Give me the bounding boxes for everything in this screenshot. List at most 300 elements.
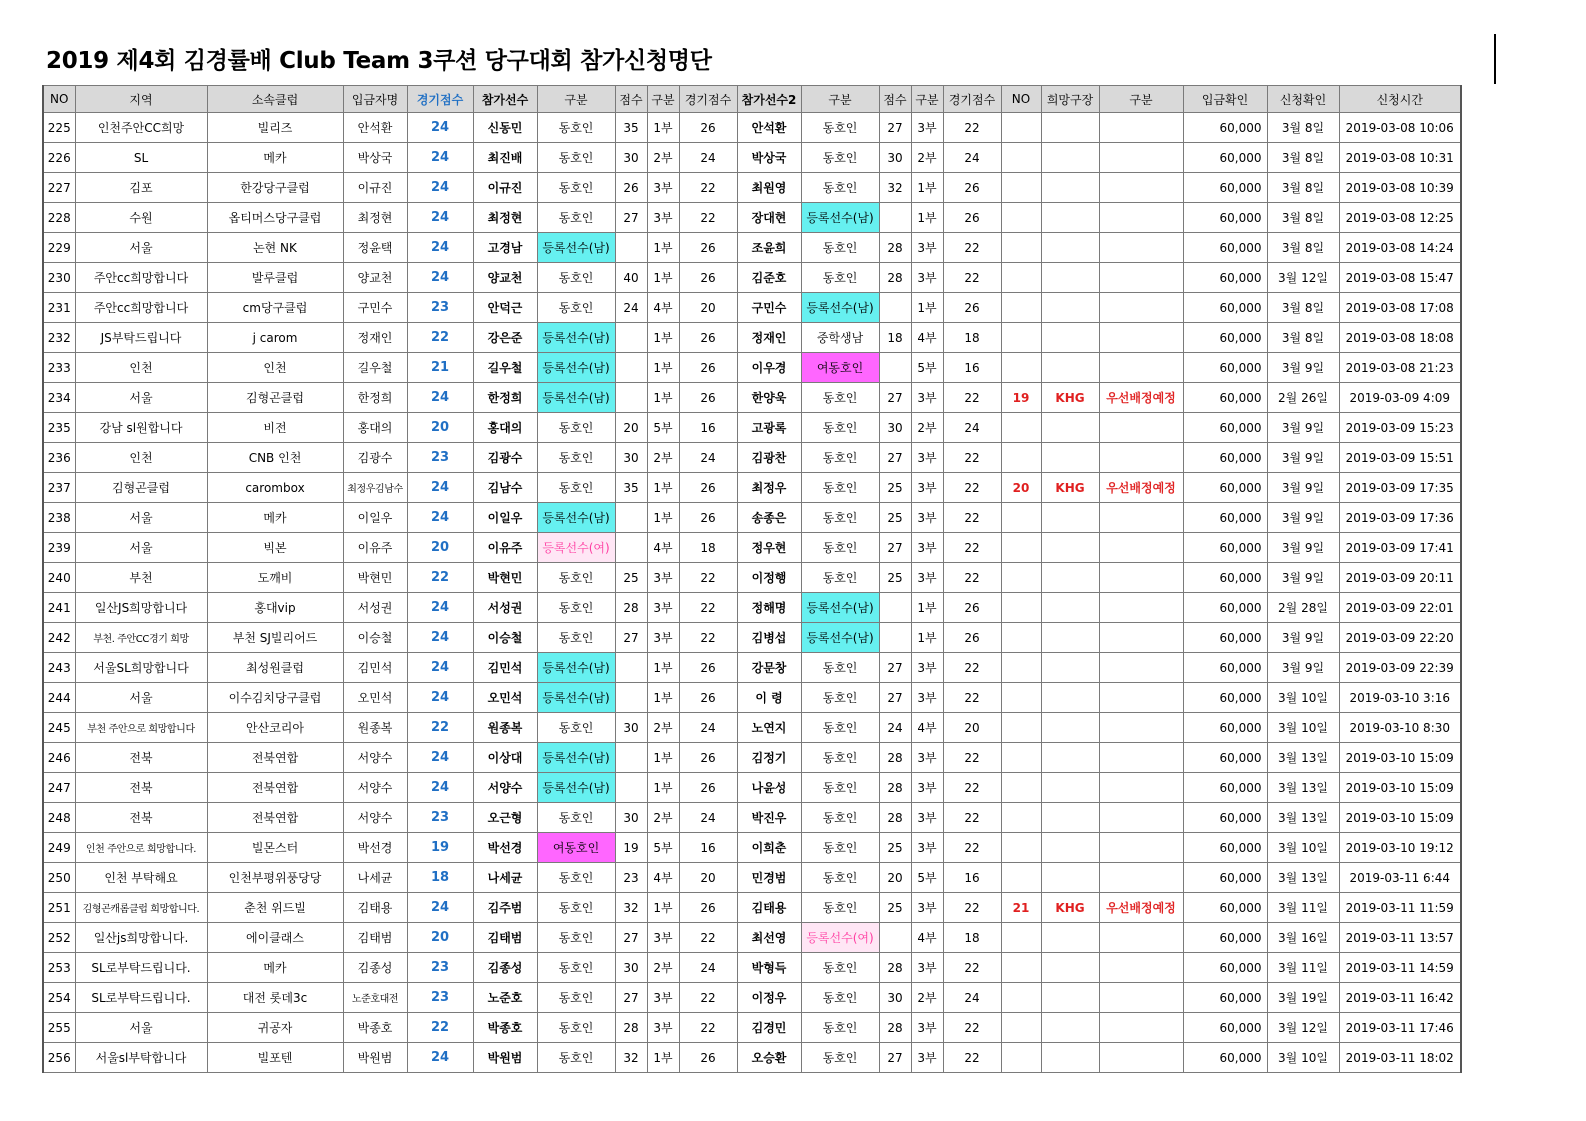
table-row [43, 623, 1461, 653]
confirm-date-cell: 3월 8일 [1267, 173, 1339, 203]
player2-match-score-cell: 26 [943, 623, 1001, 653]
player1-category-cell: 동호인 [537, 443, 615, 473]
player1-division-cell: 1부 [647, 473, 679, 503]
deposit-amount-cell: 60,000 [1183, 683, 1267, 713]
player1-category-cell: 동호인 [537, 473, 615, 503]
application-time-cell: 2019-03-11 6:44 [1339, 863, 1461, 893]
depositor-cell: 이승철 [343, 623, 407, 653]
application-time-cell: 2019-03-08 17:08 [1339, 293, 1461, 323]
confirm-date-cell: 3월 12일 [1267, 1013, 1339, 1043]
player2-category-cell: 동호인 [801, 533, 879, 563]
player2-match-score-cell: 22 [943, 773, 1001, 803]
player1-cell: 길우철 [473, 353, 537, 383]
player2-division-cell: 3부 [911, 743, 943, 773]
preferred-venue-cell [1041, 683, 1099, 713]
match-score-cell: 24 [407, 173, 473, 203]
deposit-amount-cell: 60,000 [1183, 473, 1267, 503]
player1-division-cell: 1부 [647, 1043, 679, 1073]
depositor-cell: 나세균 [343, 863, 407, 893]
player2-match-score-cell: 22 [943, 803, 1001, 833]
player2-match-score-cell: 22 [943, 833, 1001, 863]
depositor-cell: 정재인 [343, 323, 407, 353]
row-no-cell: 248 [43, 803, 75, 833]
club-cell: 한강당구클럽 [207, 173, 343, 203]
player1-cell: 이일우 [473, 503, 537, 533]
region-cell: 서울 [75, 383, 207, 413]
application-time-cell: 2019-03-10 15:09 [1339, 743, 1461, 773]
depositor-cell: 노준호대전 [343, 983, 407, 1013]
player1-cell: 안덕근 [473, 293, 537, 323]
player1-points-cell: 32 [615, 1043, 647, 1073]
match-score-cell: 23 [407, 293, 473, 323]
player2-division-cell: 2부 [911, 983, 943, 1013]
confirm-date-cell: 3월 16일 [1267, 923, 1339, 953]
club-cell: 메카 [207, 503, 343, 533]
application-time-cell: 2019-03-11 11:59 [1339, 893, 1461, 923]
header-depositor: 입금자명 [343, 86, 407, 113]
player1-match-score-cell: 26 [679, 113, 737, 143]
player2-points-cell: 27 [879, 113, 911, 143]
club-cell: 에이클래스 [207, 923, 343, 953]
player1-division-cell: 1부 [647, 503, 679, 533]
deposit-amount-cell: 60,000 [1183, 383, 1267, 413]
match-score-cell: 24 [407, 773, 473, 803]
player1-match-score-cell: 22 [679, 1013, 737, 1043]
player2-points-cell: 28 [879, 233, 911, 263]
player2-cell: 안석환 [737, 113, 801, 143]
player2-category-cell: 동호인 [801, 743, 879, 773]
table-row [43, 893, 1461, 923]
application-time-cell: 2019-03-09 22:39 [1339, 653, 1461, 683]
player2-cell: 김경민 [737, 1013, 801, 1043]
player1-points-cell [615, 773, 647, 803]
application-time-cell: 2019-03-11 13:57 [1339, 923, 1461, 953]
confirm-date-cell: 2월 28일 [1267, 593, 1339, 623]
depositor-cell: 오민석 [343, 683, 407, 713]
match-score-cell: 18 [407, 863, 473, 893]
player2-match-score-cell: 26 [943, 173, 1001, 203]
depositor-cell: 박상국 [343, 143, 407, 173]
table-row [43, 383, 1461, 413]
row-no-cell: 228 [43, 203, 75, 233]
match-score-cell: 24 [407, 743, 473, 773]
player2-points-cell: 27 [879, 683, 911, 713]
player1-division-cell: 1부 [647, 263, 679, 293]
row-no-cell: 243 [43, 653, 75, 683]
venue-category-cell [1099, 353, 1183, 383]
row-no-cell: 226 [43, 143, 75, 173]
application-time-cell: 2019-03-09 22:20 [1339, 623, 1461, 653]
player1-category-cell: 여동호인 [537, 833, 615, 863]
venue-no-cell [1001, 623, 1041, 653]
match-score-cell: 23 [407, 443, 473, 473]
player2-cell: 김준호 [737, 263, 801, 293]
venue-no-cell: 21 [1001, 893, 1041, 923]
deposit-amount-cell: 60,000 [1183, 323, 1267, 353]
player1-category-cell: 동호인 [537, 1043, 615, 1073]
player2-cell: 이정우 [737, 983, 801, 1013]
preferred-venue-cell [1041, 443, 1099, 473]
registration-table [42, 85, 1462, 1073]
venue-category-cell [1099, 533, 1183, 563]
region-cell: 전북 [75, 743, 207, 773]
player2-division-cell: 3부 [911, 233, 943, 263]
player2-category-cell: 등록선수(남) [801, 293, 879, 323]
player1-points-cell: 27 [615, 203, 647, 233]
player1-match-score-cell: 22 [679, 173, 737, 203]
player2-match-score-cell: 22 [943, 563, 1001, 593]
confirm-date-cell: 3월 12일 [1267, 263, 1339, 293]
player1-match-score-cell: 16 [679, 413, 737, 443]
player2-match-score-cell: 22 [943, 743, 1001, 773]
venue-no-cell [1001, 863, 1041, 893]
match-score-cell: 24 [407, 683, 473, 713]
player1-match-score-cell: 22 [679, 623, 737, 653]
deposit-amount-cell: 60,000 [1183, 1043, 1267, 1073]
confirm-date-cell: 3월 8일 [1267, 293, 1339, 323]
deposit-amount-cell: 60,000 [1183, 803, 1267, 833]
player1-cell: 최진배 [473, 143, 537, 173]
preferred-venue-cell [1041, 353, 1099, 383]
player1-category-cell: 동호인 [537, 563, 615, 593]
row-no-cell: 233 [43, 353, 75, 383]
player2-cell: 박진우 [737, 803, 801, 833]
depositor-cell: 한정희 [343, 383, 407, 413]
row-no-cell: 255 [43, 1013, 75, 1043]
player1-division-cell: 3부 [647, 173, 679, 203]
player1-division-cell: 2부 [647, 803, 679, 833]
player2-cell: 이 령 [737, 683, 801, 713]
depositor-cell: 최정우김남수 [343, 473, 407, 503]
player1-cell: 원종복 [473, 713, 537, 743]
preferred-venue-cell [1041, 1043, 1099, 1073]
player1-category-cell: 등록선수(남) [537, 383, 615, 413]
venue-no-cell [1001, 173, 1041, 203]
match-score-cell: 22 [407, 1013, 473, 1043]
application-time-cell: 2019-03-08 10:06 [1339, 113, 1461, 143]
table-row [43, 563, 1461, 593]
row-no-cell: 231 [43, 293, 75, 323]
region-cell: 서울 [75, 503, 207, 533]
row-no-cell: 245 [43, 713, 75, 743]
player2-cell: 강문창 [737, 653, 801, 683]
player2-points-cell: 27 [879, 383, 911, 413]
row-no-cell: 225 [43, 113, 75, 143]
player1-points-cell: 20 [615, 413, 647, 443]
player1-points-cell [615, 323, 647, 353]
depositor-cell: 이규진 [343, 173, 407, 203]
venue-category-cell [1099, 743, 1183, 773]
player2-match-score-cell: 18 [943, 323, 1001, 353]
row-no-cell: 253 [43, 953, 75, 983]
player1-division-cell: 5부 [647, 833, 679, 863]
player2-cell: 이우경 [737, 353, 801, 383]
player2-cell: 민경범 [737, 863, 801, 893]
application-time-cell: 2019-03-11 17:46 [1339, 1013, 1461, 1043]
player1-points-cell: 30 [615, 803, 647, 833]
player2-category-cell: 동호인 [801, 383, 879, 413]
preferred-venue-cell [1041, 653, 1099, 683]
player2-category-cell: 동호인 [801, 113, 879, 143]
club-cell: 발루클럽 [207, 263, 343, 293]
player2-category-cell: 동호인 [801, 1043, 879, 1073]
preferred-venue-cell [1041, 773, 1099, 803]
venue-category-cell [1099, 653, 1183, 683]
player1-category-cell: 등록선수(남) [537, 233, 615, 263]
table-body [43, 113, 1461, 1073]
depositor-cell: 서성권 [343, 593, 407, 623]
region-cell: 서울 [75, 1013, 207, 1043]
venue-no-cell [1001, 233, 1041, 263]
confirm-date-cell: 3월 9일 [1267, 473, 1339, 503]
preferred-venue-cell [1041, 923, 1099, 953]
player1-category-cell: 동호인 [537, 293, 615, 323]
player2-category-cell: 등록선수(여) [801, 923, 879, 953]
confirm-date-cell: 3월 11일 [1267, 893, 1339, 923]
player2-division-cell: 1부 [911, 293, 943, 323]
player1-cell: 이승철 [473, 623, 537, 653]
region-cell: 일산JS희망합니다 [75, 593, 207, 623]
player1-cell: 김민석 [473, 653, 537, 683]
player1-division-cell: 2부 [647, 443, 679, 473]
table-row [43, 233, 1461, 263]
player1-cell: 이유주 [473, 533, 537, 563]
player2-division-cell: 3부 [911, 653, 943, 683]
match-score-cell: 24 [407, 623, 473, 653]
player2-category-cell: 동호인 [801, 773, 879, 803]
player2-division-cell: 2부 [911, 143, 943, 173]
confirm-date-cell: 3월 8일 [1267, 233, 1339, 263]
table-row [43, 743, 1461, 773]
player1-category-cell: 동호인 [537, 593, 615, 623]
player1-match-score-cell: 26 [679, 263, 737, 293]
application-time-cell: 2019-03-10 15:09 [1339, 773, 1461, 803]
venue-no-cell [1001, 1043, 1041, 1073]
player2-match-score-cell: 22 [943, 383, 1001, 413]
match-score-cell: 24 [407, 113, 473, 143]
application-time-cell: 2019-03-11 16:42 [1339, 983, 1461, 1013]
player1-division-cell: 1부 [647, 383, 679, 413]
player1-category-cell: 등록선수(남) [537, 653, 615, 683]
player1-division-cell: 3부 [647, 593, 679, 623]
deposit-amount-cell: 60,000 [1183, 653, 1267, 683]
depositor-cell: 김태범 [343, 923, 407, 953]
depositor-cell: 김광수 [343, 443, 407, 473]
player2-category-cell: 동호인 [801, 173, 879, 203]
player2-match-score-cell: 22 [943, 113, 1001, 143]
deposit-amount-cell: 60,000 [1183, 623, 1267, 653]
preferred-venue-cell [1041, 803, 1099, 833]
row-no-cell: 235 [43, 413, 75, 443]
deposit-amount-cell: 60,000 [1183, 983, 1267, 1013]
player1-cell: 양교천 [473, 263, 537, 293]
row-no-cell: 252 [43, 923, 75, 953]
venue-category-cell [1099, 863, 1183, 893]
region-cell: 인천주안CC희망 [75, 113, 207, 143]
player1-match-score-cell: 24 [679, 443, 737, 473]
table-row [43, 983, 1461, 1013]
region-cell: SL로부탁드립니다. [75, 953, 207, 983]
player1-cell: 홍대의 [473, 413, 537, 443]
confirm-date-cell: 3월 13일 [1267, 803, 1339, 833]
player2-points-cell: 27 [879, 1043, 911, 1073]
row-no-cell: 230 [43, 263, 75, 293]
header-region: 지역 [75, 86, 207, 113]
application-time-cell: 2019-03-08 10:39 [1339, 173, 1461, 203]
player2-division-cell: 1부 [911, 173, 943, 203]
table-row [43, 863, 1461, 893]
row-no-cell: 241 [43, 593, 75, 623]
preferred-venue-cell [1041, 173, 1099, 203]
row-no-cell: 238 [43, 503, 75, 533]
venue-category-cell [1099, 593, 1183, 623]
player1-cell: 박종호 [473, 1013, 537, 1043]
region-cell: 주안cc희망합니다 [75, 263, 207, 293]
player2-division-cell: 5부 [911, 863, 943, 893]
venue-category-cell [1099, 953, 1183, 983]
venue-no-cell [1001, 593, 1041, 623]
row-no-cell: 232 [43, 323, 75, 353]
header-club: 소속클럽 [207, 86, 343, 113]
club-cell: 인천부평위풍당당 [207, 863, 343, 893]
player1-division-cell: 2부 [647, 143, 679, 173]
application-time-cell: 2019-03-08 14:24 [1339, 233, 1461, 263]
header-application-time: 신청시간 [1339, 86, 1461, 113]
player1-points-cell [615, 383, 647, 413]
club-cell: 인천 [207, 353, 343, 383]
player1-match-score-cell: 26 [679, 683, 737, 713]
venue-category-cell [1099, 323, 1183, 353]
confirm-date-cell: 3월 10일 [1267, 683, 1339, 713]
player2-points-cell: 28 [879, 1013, 911, 1043]
player2-cell: 오승환 [737, 1043, 801, 1073]
player1-match-score-cell: 26 [679, 383, 737, 413]
application-time-cell: 2019-03-09 15:51 [1339, 443, 1461, 473]
player1-category-cell: 동호인 [537, 1013, 615, 1043]
deposit-amount-cell: 60,000 [1183, 413, 1267, 443]
region-cell: 부천 주안으로 희망합니다 [75, 713, 207, 743]
header-player1-match-score: 경기점수 [679, 86, 737, 113]
venue-no-cell [1001, 113, 1041, 143]
club-cell: 대전 롯데3c [207, 983, 343, 1013]
player2-cell: 김태용 [737, 893, 801, 923]
row-no-cell: 250 [43, 863, 75, 893]
region-cell: SL [75, 143, 207, 173]
player2-division-cell: 3부 [911, 533, 943, 563]
venue-no-cell [1001, 143, 1041, 173]
venue-no-cell [1001, 923, 1041, 953]
player2-category-cell: 동호인 [801, 233, 879, 263]
venue-no-cell [1001, 1013, 1041, 1043]
player1-category-cell: 동호인 [537, 203, 615, 233]
player1-category-cell: 등록선수(남) [537, 773, 615, 803]
deposit-amount-cell: 60,000 [1183, 833, 1267, 863]
application-time-cell: 2019-03-11 18:02 [1339, 1043, 1461, 1073]
depositor-cell: 서양수 [343, 803, 407, 833]
player1-cell: 이상대 [473, 743, 537, 773]
deposit-amount-cell: 60,000 [1183, 503, 1267, 533]
application-time-cell: 2019-03-10 15:09 [1339, 803, 1461, 833]
player1-match-score-cell: 26 [679, 743, 737, 773]
depositor-cell: 홍대의 [343, 413, 407, 443]
player1-match-score-cell: 22 [679, 593, 737, 623]
player1-points-cell [615, 503, 647, 533]
club-cell: j carom [207, 323, 343, 353]
player1-cell: 서양수 [473, 773, 537, 803]
table-row [43, 953, 1461, 983]
player2-division-cell: 3부 [911, 833, 943, 863]
deposit-amount-cell: 60,000 [1183, 743, 1267, 773]
player2-cell: 한양욱 [737, 383, 801, 413]
player1-cell: 서성권 [473, 593, 537, 623]
header-player2-category: 구분 [801, 86, 879, 113]
player2-cell: 박상국 [737, 143, 801, 173]
player2-division-cell: 3부 [911, 773, 943, 803]
table-row [43, 1043, 1461, 1073]
confirm-date-cell: 3월 10일 [1267, 713, 1339, 743]
player2-match-score-cell: 22 [943, 683, 1001, 713]
depositor-cell: 김종성 [343, 953, 407, 983]
preferred-venue-cell: KHG [1041, 383, 1099, 413]
table-row [43, 683, 1461, 713]
player1-points-cell [615, 353, 647, 383]
match-score-cell: 20 [407, 533, 473, 563]
player2-match-score-cell: 22 [943, 653, 1001, 683]
table-row [43, 173, 1461, 203]
deposit-amount-cell: 60,000 [1183, 113, 1267, 143]
venue-category-cell [1099, 773, 1183, 803]
player1-points-cell: 28 [615, 1013, 647, 1043]
player2-points-cell: 30 [879, 983, 911, 1013]
player1-points-cell: 30 [615, 143, 647, 173]
player2-match-score-cell: 22 [943, 1013, 1001, 1043]
player2-points-cell: 25 [879, 503, 911, 533]
player1-division-cell: 4부 [647, 293, 679, 323]
player2-cell: 김병섭 [737, 623, 801, 653]
player1-cell: 나세균 [473, 863, 537, 893]
player1-match-score-cell: 22 [679, 983, 737, 1013]
confirm-date-cell: 3월 9일 [1267, 413, 1339, 443]
venue-category-cell: 우선배정예정 [1099, 383, 1183, 413]
player2-division-cell: 2부 [911, 413, 943, 443]
player2-points-cell [879, 293, 911, 323]
header-player1-category: 구분 [537, 86, 615, 113]
depositor-cell: 박선경 [343, 833, 407, 863]
club-cell: 이수김치당구클럽 [207, 683, 343, 713]
player2-category-cell: 동호인 [801, 713, 879, 743]
venue-category-cell [1099, 923, 1183, 953]
player2-points-cell [879, 593, 911, 623]
depositor-cell: 길우철 [343, 353, 407, 383]
venue-no-cell [1001, 563, 1041, 593]
player1-category-cell: 동호인 [537, 113, 615, 143]
player2-cell: 조윤희 [737, 233, 801, 263]
preferred-venue-cell [1041, 713, 1099, 743]
match-score-cell: 21 [407, 353, 473, 383]
preferred-venue-cell: KHG [1041, 473, 1099, 503]
row-no-cell: 256 [43, 1043, 75, 1073]
player2-category-cell: 여동호인 [801, 353, 879, 383]
venue-category-cell [1099, 713, 1183, 743]
header-no: NO [43, 86, 75, 113]
preferred-venue-cell [1041, 533, 1099, 563]
region-cell: 김포 [75, 173, 207, 203]
player1-cell: 최정현 [473, 203, 537, 233]
preferred-venue-cell: KHG [1041, 893, 1099, 923]
confirm-date-cell: 3월 13일 [1267, 743, 1339, 773]
page-title: 2019 제4회 김경률배 Club Team 3쿠션 당구대회 참가신청명단 [46, 48, 712, 74]
player1-category-cell: 동호인 [537, 143, 615, 173]
